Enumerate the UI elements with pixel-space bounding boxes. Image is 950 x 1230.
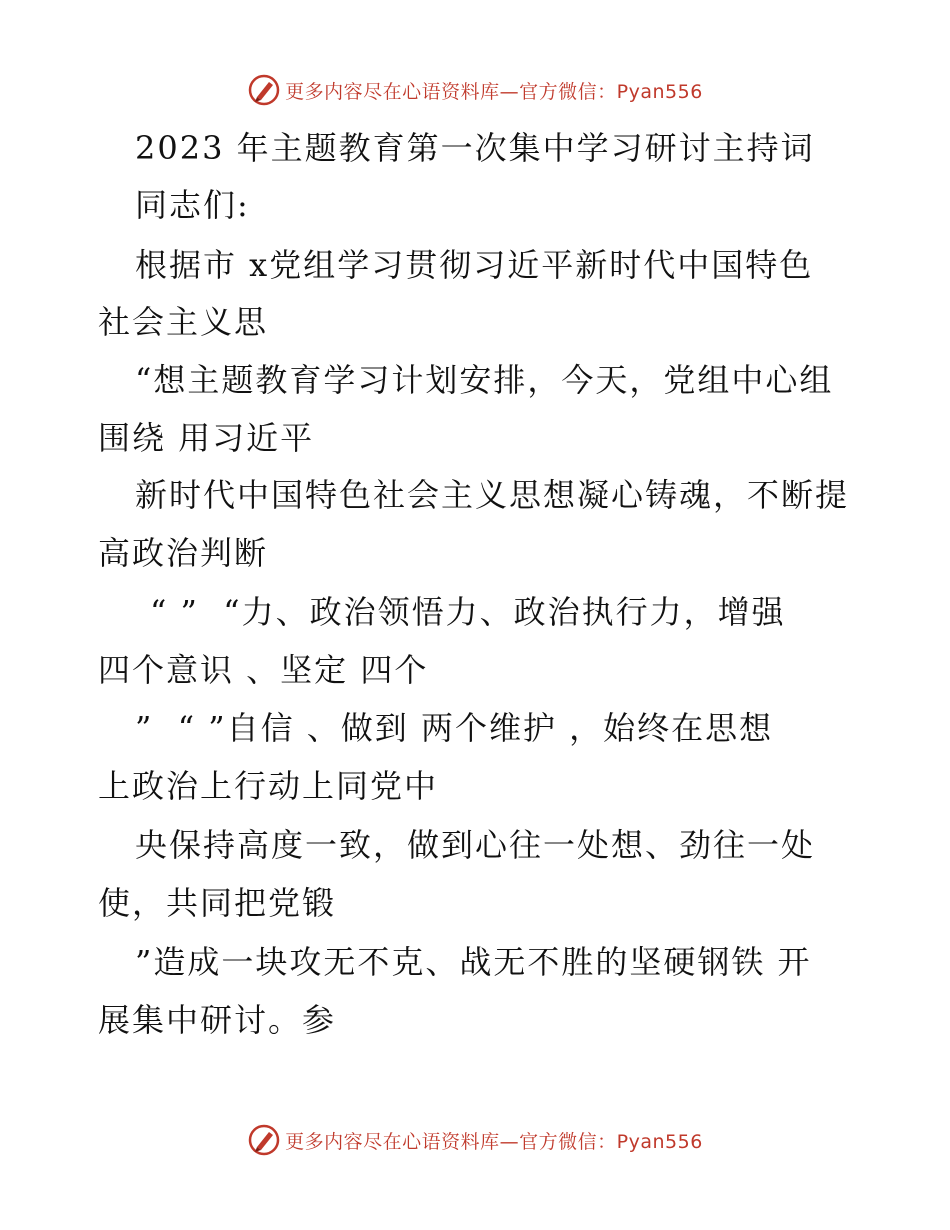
banner-brand: 更多内容尽在心语资料库 [285, 80, 500, 103]
banner-text [285, 77, 703, 104]
banner-brand: 更多内容尽在心语资料库 [285, 1130, 500, 1153]
paragraph-line: 同志们: [135, 186, 250, 224]
paragraph-line: 新时代中国特色社会主义思想凝心铸魂，不断提 [135, 476, 850, 514]
banner-separator: — [499, 80, 520, 103]
paragraph-line: 围绕 用习近平 [98, 419, 315, 457]
paragraph-line: ” “ ”自信 、做到 两个维护 ，始终在思想 [135, 709, 774, 747]
paragraph-line: 四个意识 、坚定 四个 [98, 651, 429, 689]
pen-logo-icon [247, 73, 281, 107]
paragraph-line: 根据市 x党组学习贯彻习近平新时代中国特色 [135, 246, 814, 284]
paragraph-line: 使，共同把党锻 [98, 884, 337, 922]
paragraph-line: “ ” “力、政治领悟力、政治执行力，增强 [150, 593, 786, 631]
paragraph-line: ”造成一块攻无不克、战无不胜的坚硬钢铁 开 [135, 943, 812, 981]
paragraph-line: 上政治上行动上同党中 [98, 767, 439, 805]
banner-wechat: 官方微信：Pyan556 [519, 80, 703, 103]
paragraph-line: “想主题教育学习计划安排，今天，党组中心组 [135, 361, 834, 399]
header-banner [0, 70, 950, 110]
banner-wechat: 官方微信：Pyan556 [519, 1130, 703, 1153]
banner-separator: — [499, 1130, 520, 1153]
paragraph-line: 展集中研讨。参 [98, 1001, 337, 1039]
paragraph-line: 央保持高度一致，做到心往一处想、劲往一处 [135, 826, 816, 864]
banner-text [285, 1127, 703, 1154]
paragraph-line: 高政治判断 [98, 534, 269, 572]
pen-logo-icon [247, 1123, 281, 1157]
paragraph-line: 社会主义思 [98, 303, 269, 341]
document-title: 2023 年主题教育第一次集中学习研讨主持词 [135, 129, 815, 167]
footer-banner [0, 1120, 950, 1160]
